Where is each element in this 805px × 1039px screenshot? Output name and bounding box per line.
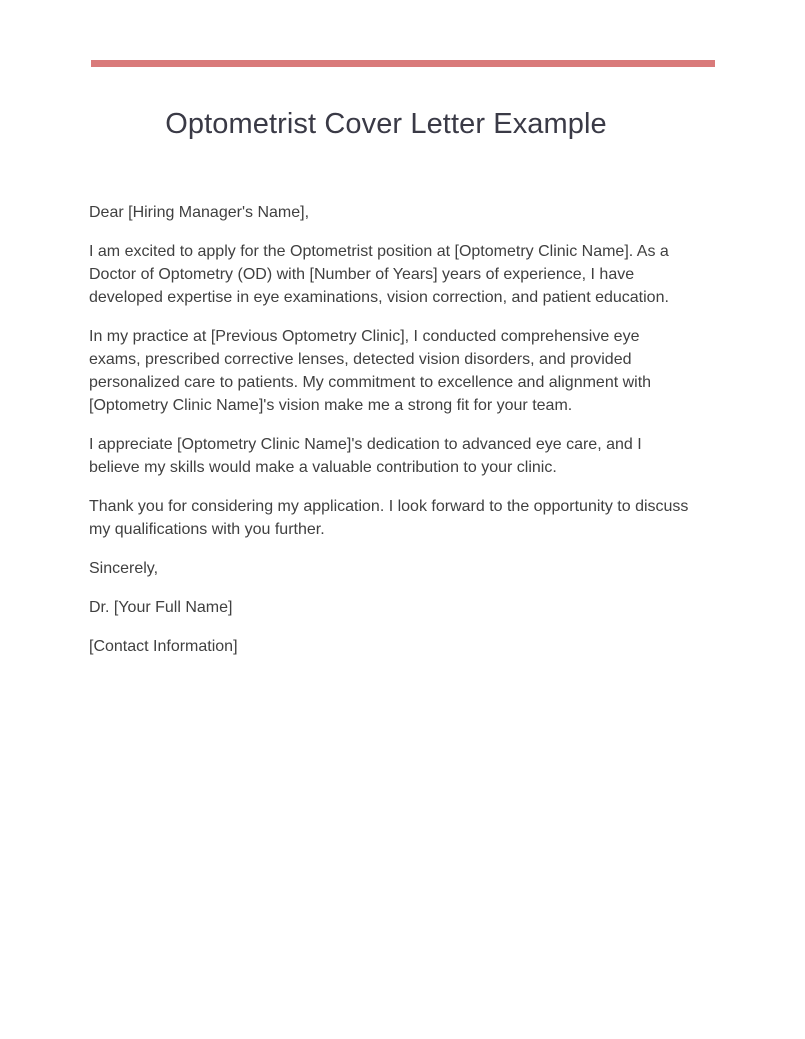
paragraph-appreciation: I appreciate [Optometry Clinic Name]'s dedication to advanced eye care, and I believe my skills would make a valuable contribution to your clinic. [89, 436, 642, 476]
paragraph-experience: In my practice at [Previous Optometry Clinic], I conducted comprehensive eye exams, prescribed corrective lenses, detected vision disorders, and provided personalized care to patients. My commitment to excellence and alignment with [Optometry Clinic Name]'s vision make me a strong fit for your team. [89, 328, 652, 414]
closing: Sincerely, [89, 560, 159, 577]
contact-information: [Contact Information] [89, 638, 238, 655]
letter-body [89, 201, 689, 674]
accent-bar [91, 60, 715, 67]
page-title: Optometrist Cover Letter Example [165, 108, 607, 140]
paragraph-intro: I am excited to apply for the Optometrist position at [Optometry Clinic Name]. As a Doctor of Optometry (OD) with [Number of Years] years of experience, I have developed expertise in eye examinations, vision correction, and patient education. [89, 243, 669, 306]
salutation: Dear [Hiring Manager's Name], [89, 204, 310, 221]
signature: Dr. [Your Full Name] [89, 599, 233, 616]
paragraph-thanks: Thank you for considering my application. I look forward to the opportunity to discuss my qualifications with you further. [89, 498, 689, 538]
